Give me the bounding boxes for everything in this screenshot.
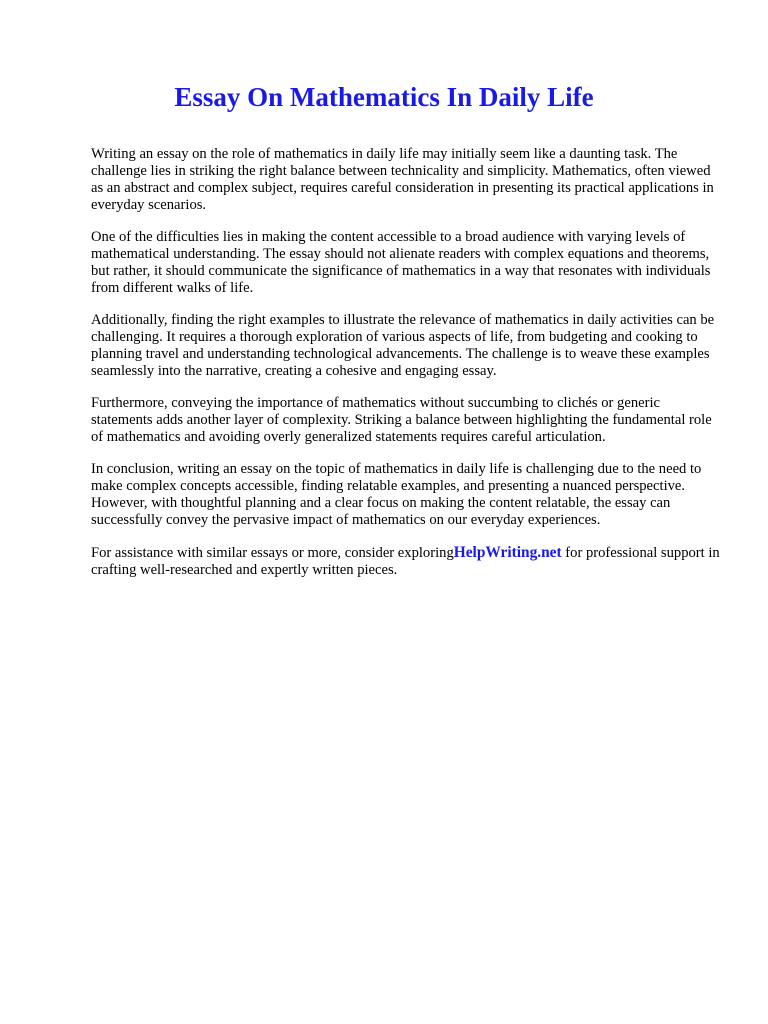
closing-text-before-link: For assistance with similar essays or more, consider exploring xyxy=(91,545,454,561)
document-title: Essay On Mathematics In Daily Life xyxy=(174,82,594,112)
paragraph-2: One of the difficulties lies in making the content accessible to a broad audience with varying levels of mathematical understanding. The essay should not alienate readers with complex equations and theorems, but rather, it should communicate the significance of mathematics in a way that resonates with individuals from different walks of life. xyxy=(91,229,711,296)
closing-text-after-link: for professional support in crafting well-researched and expertly written pieces. xyxy=(91,545,720,578)
paragraph-3: Additionally, finding the right examples to illustrate the relevance of mathematics in daily activities can be challenging. It requires a thorough exploration of various aspects of life, from budgeting and cooking to planning travel and understanding technological advancements. The challenge is to weave these examples seamlessly into the narrative, creating a cohesive and engaging essay. xyxy=(91,312,715,379)
paragraph-4: Furthermore, conveying the importance of mathematics without succumbing to clichés or generic statements adds another layer of complexity. Striking a balance between highlighting the fundamental role of mathematics and avoiding overly generalized statements requires careful articulation. xyxy=(91,395,712,445)
paragraph-5: In conclusion, writing an essay on the topic of mathematics in daily life is challenging due to the need to make complex concepts accessible, finding relatable examples, and presenting a nuanced perspective. However, with thoughtful planning and a clear focus on making the content relatable, the essay can successfully convey the pervasive impact of mathematics on our everyday experiences. xyxy=(91,461,702,528)
helpwriting-link[interactable]: HelpWriting.net xyxy=(453,544,562,561)
document-body xyxy=(91,146,723,594)
paragraph-1: Writing an essay on the role of mathematics in daily life may initially seem like a daunting task. The challenge lies in striking the right balance between technicality and simplicity. Mathematics, often viewed as an abstract and complex subject, requires careful consideration in presenting its practical applications in everyday scenarios. xyxy=(91,146,714,213)
closing-paragraph xyxy=(91,544,723,579)
